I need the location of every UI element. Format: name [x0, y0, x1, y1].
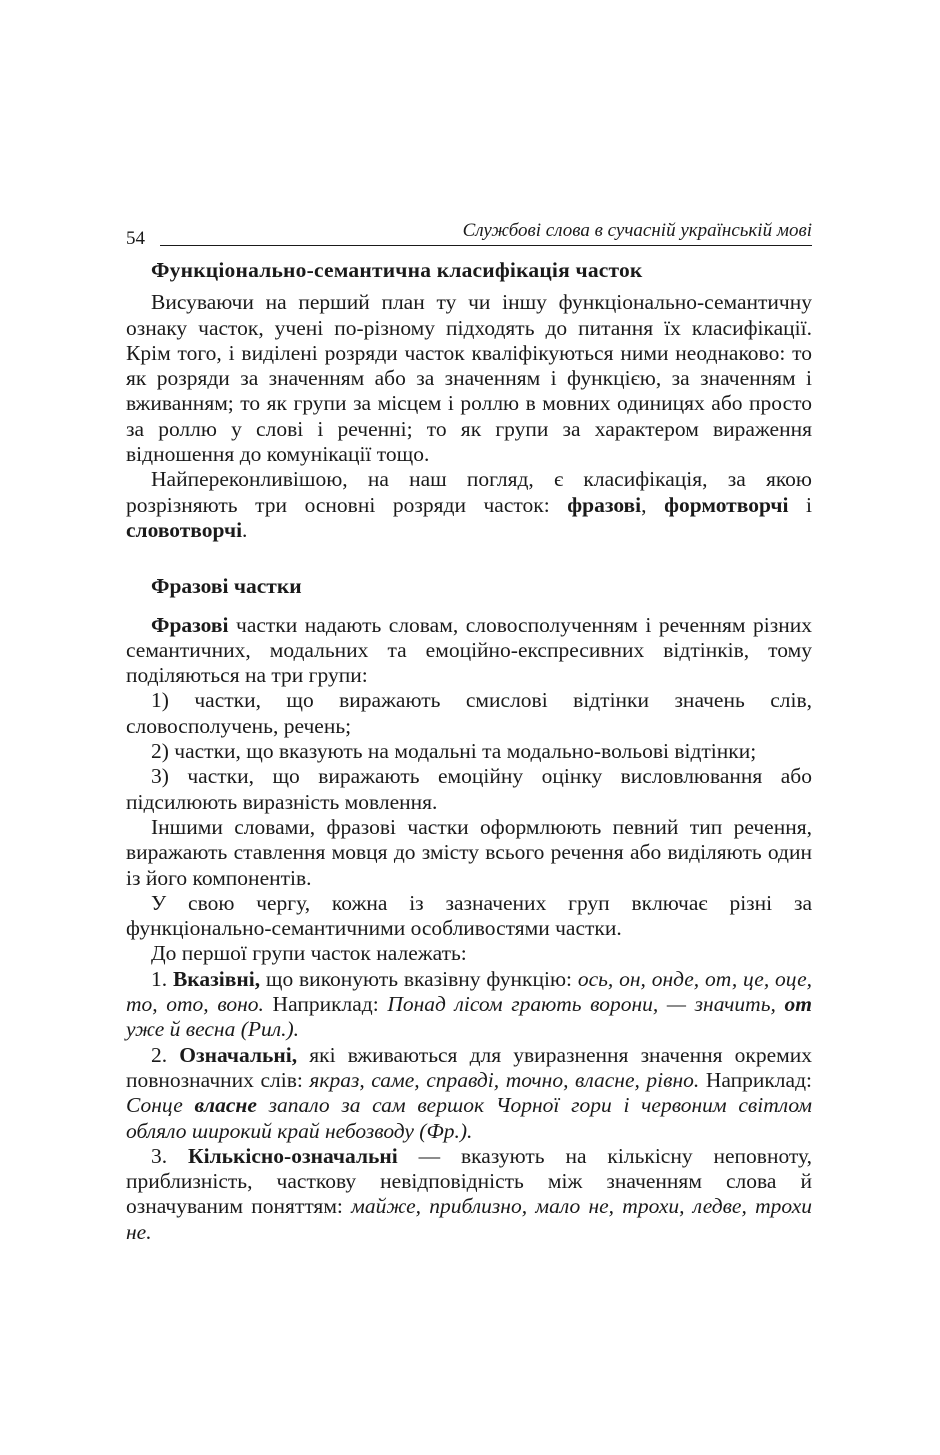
paragraph — [126, 467, 812, 543]
text-run: , — [641, 492, 665, 517]
item-term: Кількісно-означальні — [188, 1143, 398, 1168]
term-phrasal: Фразові — [151, 612, 229, 637]
item-number: 2. — [151, 1042, 180, 1067]
page-number: 54 — [126, 228, 145, 249]
term-formative: формотворчі — [664, 492, 789, 517]
example-quote: запало за сам вершок Чорної гори і червоним світлом обляло широкий край небозводу (Фр.). — [126, 1093, 813, 1143]
running-header — [126, 220, 812, 248]
item-term: Означальні, — [179, 1042, 298, 1067]
paragraph: Висуваючи на перший план ту чи іншу функціонально-семантичну ознаку часток, учені по-різному підходять до питання їх класифікації. Крім того, і виділені розряди часток кваліфікуються ними неоднаково: то як розряди за значенням або за значенням і функцією, за значенням і вживанням; то як групи за місцем і роллю в мовних одиницях або просто за роллю у слові і реченні; то як групи за характером вираження відношення до комунікації тощо. — [126, 290, 812, 467]
paragraph — [126, 613, 812, 689]
paragraph: У свою чергу, кожна із зазначених груп включає різні за функціонально-семантичними особливостями частки. — [126, 890, 812, 941]
example-words: якраз, саме, справді, точно, власне, рівно. — [309, 1067, 700, 1092]
example-emphasis-text: от — [784, 992, 812, 1017]
running-title: Службові слова в сучасній українській мові — [462, 220, 812, 241]
text-run: — вказують на кількісну неповноту, приблизність, часткову невідповідність між значенням слова й означуваним поняттям: — [126, 1143, 812, 1219]
header-rule — [160, 245, 812, 246]
list-item — [126, 1043, 812, 1144]
text-run: . — [242, 517, 248, 542]
example-quote: уже й весна (Рил.). — [126, 1017, 300, 1042]
text-run: що виконують вказівну функцію: — [260, 966, 578, 991]
item-number: 1. — [151, 966, 173, 991]
list-item: 1) частки, що виражають смислові відтінки значень слів, словосполучень, речень; — [126, 688, 812, 738]
section-heading-phrasal: Фразові частки — [151, 574, 302, 599]
text-run: частки надають словам, словосполученням і реченням різних семантичних, модальних та емоційно-експресивних відтінків, тому поділяються на три групи: — [126, 612, 812, 688]
text-run: і — [788, 492, 812, 517]
example-emphasis — [785, 992, 812, 1016]
example-words: ось, он, онде, от, це, оце, то, ото, воно. — [126, 966, 812, 1017]
text-run: Найпереконливішою, на наш погляд, є класифікація, за якою розрізняють три основні розряди часток: — [126, 467, 812, 517]
term-derivational: словотворчі — [126, 517, 243, 542]
paragraph: До першої групи часток належать: — [151, 941, 467, 966]
term-phrasal: фразові — [567, 492, 642, 517]
paragraph: Іншими словами, фразові частки оформлюють певний тип речення, виражають ставлення мовця до змісту всього речення або виділяють один із його компонентів. — [126, 814, 812, 890]
list-item — [126, 967, 812, 1043]
list-item — [126, 1144, 812, 1245]
body-text — [126, 258, 812, 1245]
text-run: Наприклад: — [263, 992, 388, 1017]
list-item: 3) частки, що виражають емоційну оцінку висловлювання або підсилюють виразність мовлення. — [126, 764, 812, 814]
example-words: майже, приблизно, мало не, трохи, ледве, трохи не. — [126, 1194, 812, 1244]
list-item: 2) частки, що вказують на модальні та модально-вольові відтінки; — [151, 739, 757, 764]
text-run: Наприклад: — [699, 1067, 812, 1092]
example-emphasis — [194, 1093, 256, 1117]
example-quote: Сонце — [126, 1093, 195, 1118]
section-heading-classification: Функціонально-семантична класифікація часток — [151, 258, 643, 282]
example-quote: Понад лісом грають ворони, — значить, — [387, 992, 785, 1017]
item-term: Вказівні, — [172, 966, 261, 991]
text-run: які вживаються для увиразнення значення окремих повнозначних слів: — [126, 1042, 812, 1092]
item-number: 3. — [151, 1143, 189, 1168]
example-emphasis-text: власне — [194, 1093, 257, 1118]
